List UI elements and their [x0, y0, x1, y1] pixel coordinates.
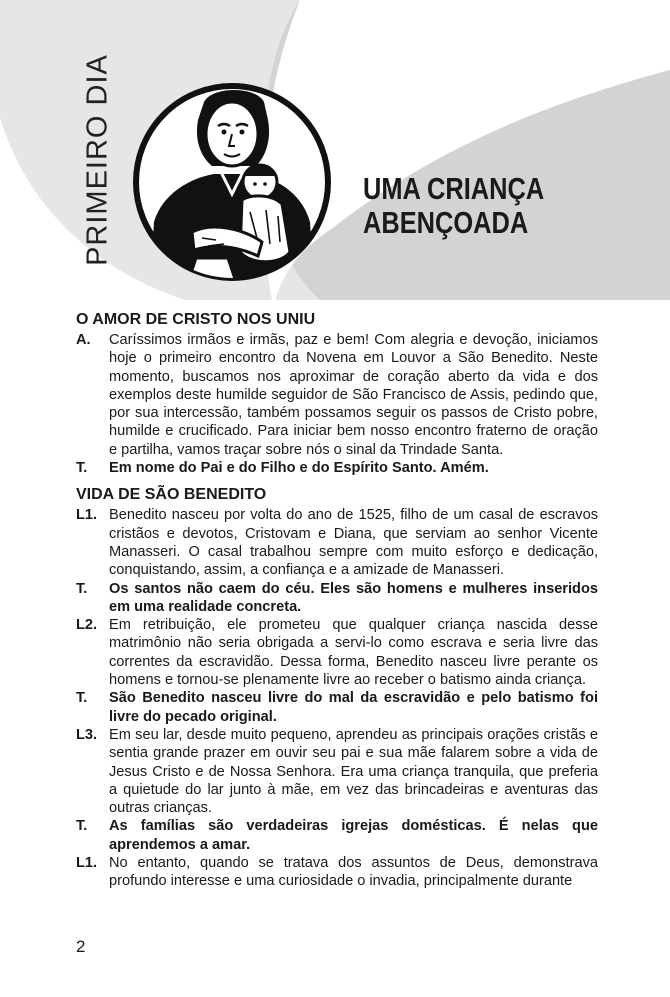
- speaker-label: L1.: [76, 507, 98, 524]
- paragraph-text: Caríssimos irmãos e irmãs, paz e bem! Com alegria e devoção, iniciamos hoje o primeiro encontro da Novena em Louvor a São Benedito. Neste momento, buscamos nos aproximar de coração aberto da vida e dos exemplos deste humilde seguidor de São Francisco de Assis, pedindo que, por sua intercessão, também possamos seguir os passos de Cristo pobre, humilde e crucificado. Para iniciar bem nosso encontro fraterno de oração e partilha, vamos traçar sobre nós o sinal da Trindade Santa.: [109, 332, 598, 458]
- speaker-label: T.: [76, 690, 88, 707]
- paragraph-response: [76, 817, 598, 854]
- paragraph-text: Em seu lar, desde muito pequeno, aprendeu as principais orações cristãs e sentia grande prazer em ouvir seu pai e sua mãe falarem sobre a vida de Jesus Cristo e de Nossa Senhora. Era uma criança tranquila, que preferia a quietude do lar junto à mãe, em vez das brincadeiras e aventuras das outras crianças.: [109, 726, 598, 817]
- paragraph-response: [76, 580, 598, 617]
- paragraph-reader: [76, 854, 598, 891]
- paragraph-response: [76, 459, 598, 477]
- paragraph-text: As famílias são verdadeiras igrejas domésticas. É nelas que aprendemos a amar.: [109, 818, 598, 853]
- chapter-title: [363, 172, 544, 240]
- speaker-label: T.: [76, 580, 88, 597]
- paragraph-text: No entanto, quando se tratava dos assuntos de Deus, demonstrava profundo interesse e uma curiosidade o invadia, principalmente durante: [109, 855, 598, 890]
- paragraph-a: [76, 331, 598, 459]
- speaker-label: L3.: [76, 726, 98, 743]
- section-heading: O AMOR DE CRISTO NOS UNIU: [76, 311, 316, 328]
- paragraph-text: São Benedito nasceu livre do mal da escravidão e pelo batismo foi livre do pecado original.: [109, 690, 598, 725]
- speaker-label: T.: [76, 460, 88, 477]
- paragraph-reader: [76, 506, 598, 579]
- paragraph-reader: [76, 616, 598, 689]
- section-heading: VIDA DE SÃO BENEDITO: [76, 486, 267, 504]
- speaker-label: A.: [76, 332, 91, 348]
- speaker-label: L1.: [76, 855, 98, 872]
- speaker-label: L2.: [76, 617, 98, 634]
- page-number: 2: [76, 937, 86, 956]
- chapter-title-line-2: ABENÇOADA: [363, 205, 529, 240]
- paragraph-text: Benedito nasceu por volta do ano de 1525, filho de um casal de escravos cristãos e devotos, Cristovam e Diana, que serviam ao senhor Vicente Manasseri. O casal trabalhou sempre com muito esforço e dedicação, conquistando, assim, a confiança e a amizade de Manasseri.: [109, 507, 598, 579]
- speaker-label: T.: [76, 818, 88, 835]
- day-label: PRIMEIRO DIA: [81, 54, 114, 266]
- paragraph-response: [76, 689, 598, 726]
- paragraph-text: Em retribuição, ele prometeu que qualquer criança nascida desse matrimônio não seria obrigada a servi-lo como escrava e seria livre das correntes da escravidão. Dessa forma, Benedito nasceu livre perante os homens e tornou-se plenamente livre ao receber o batismo ainda criança.: [109, 617, 598, 689]
- chapter-title-line-1: UMA CRIANÇA: [363, 171, 545, 206]
- paragraph-text: Os santos não caem do céu. Eles são homens e mulheres inseridos em uma realidade concreta.: [109, 580, 598, 615]
- saint-portrait-illustration: [132, 82, 332, 282]
- paragraph-reader: [76, 726, 598, 817]
- page-content: [76, 310, 598, 891]
- paragraph-text: Em nome do Pai e do Filho e do Espírito Santo. Amém.: [109, 460, 489, 477]
